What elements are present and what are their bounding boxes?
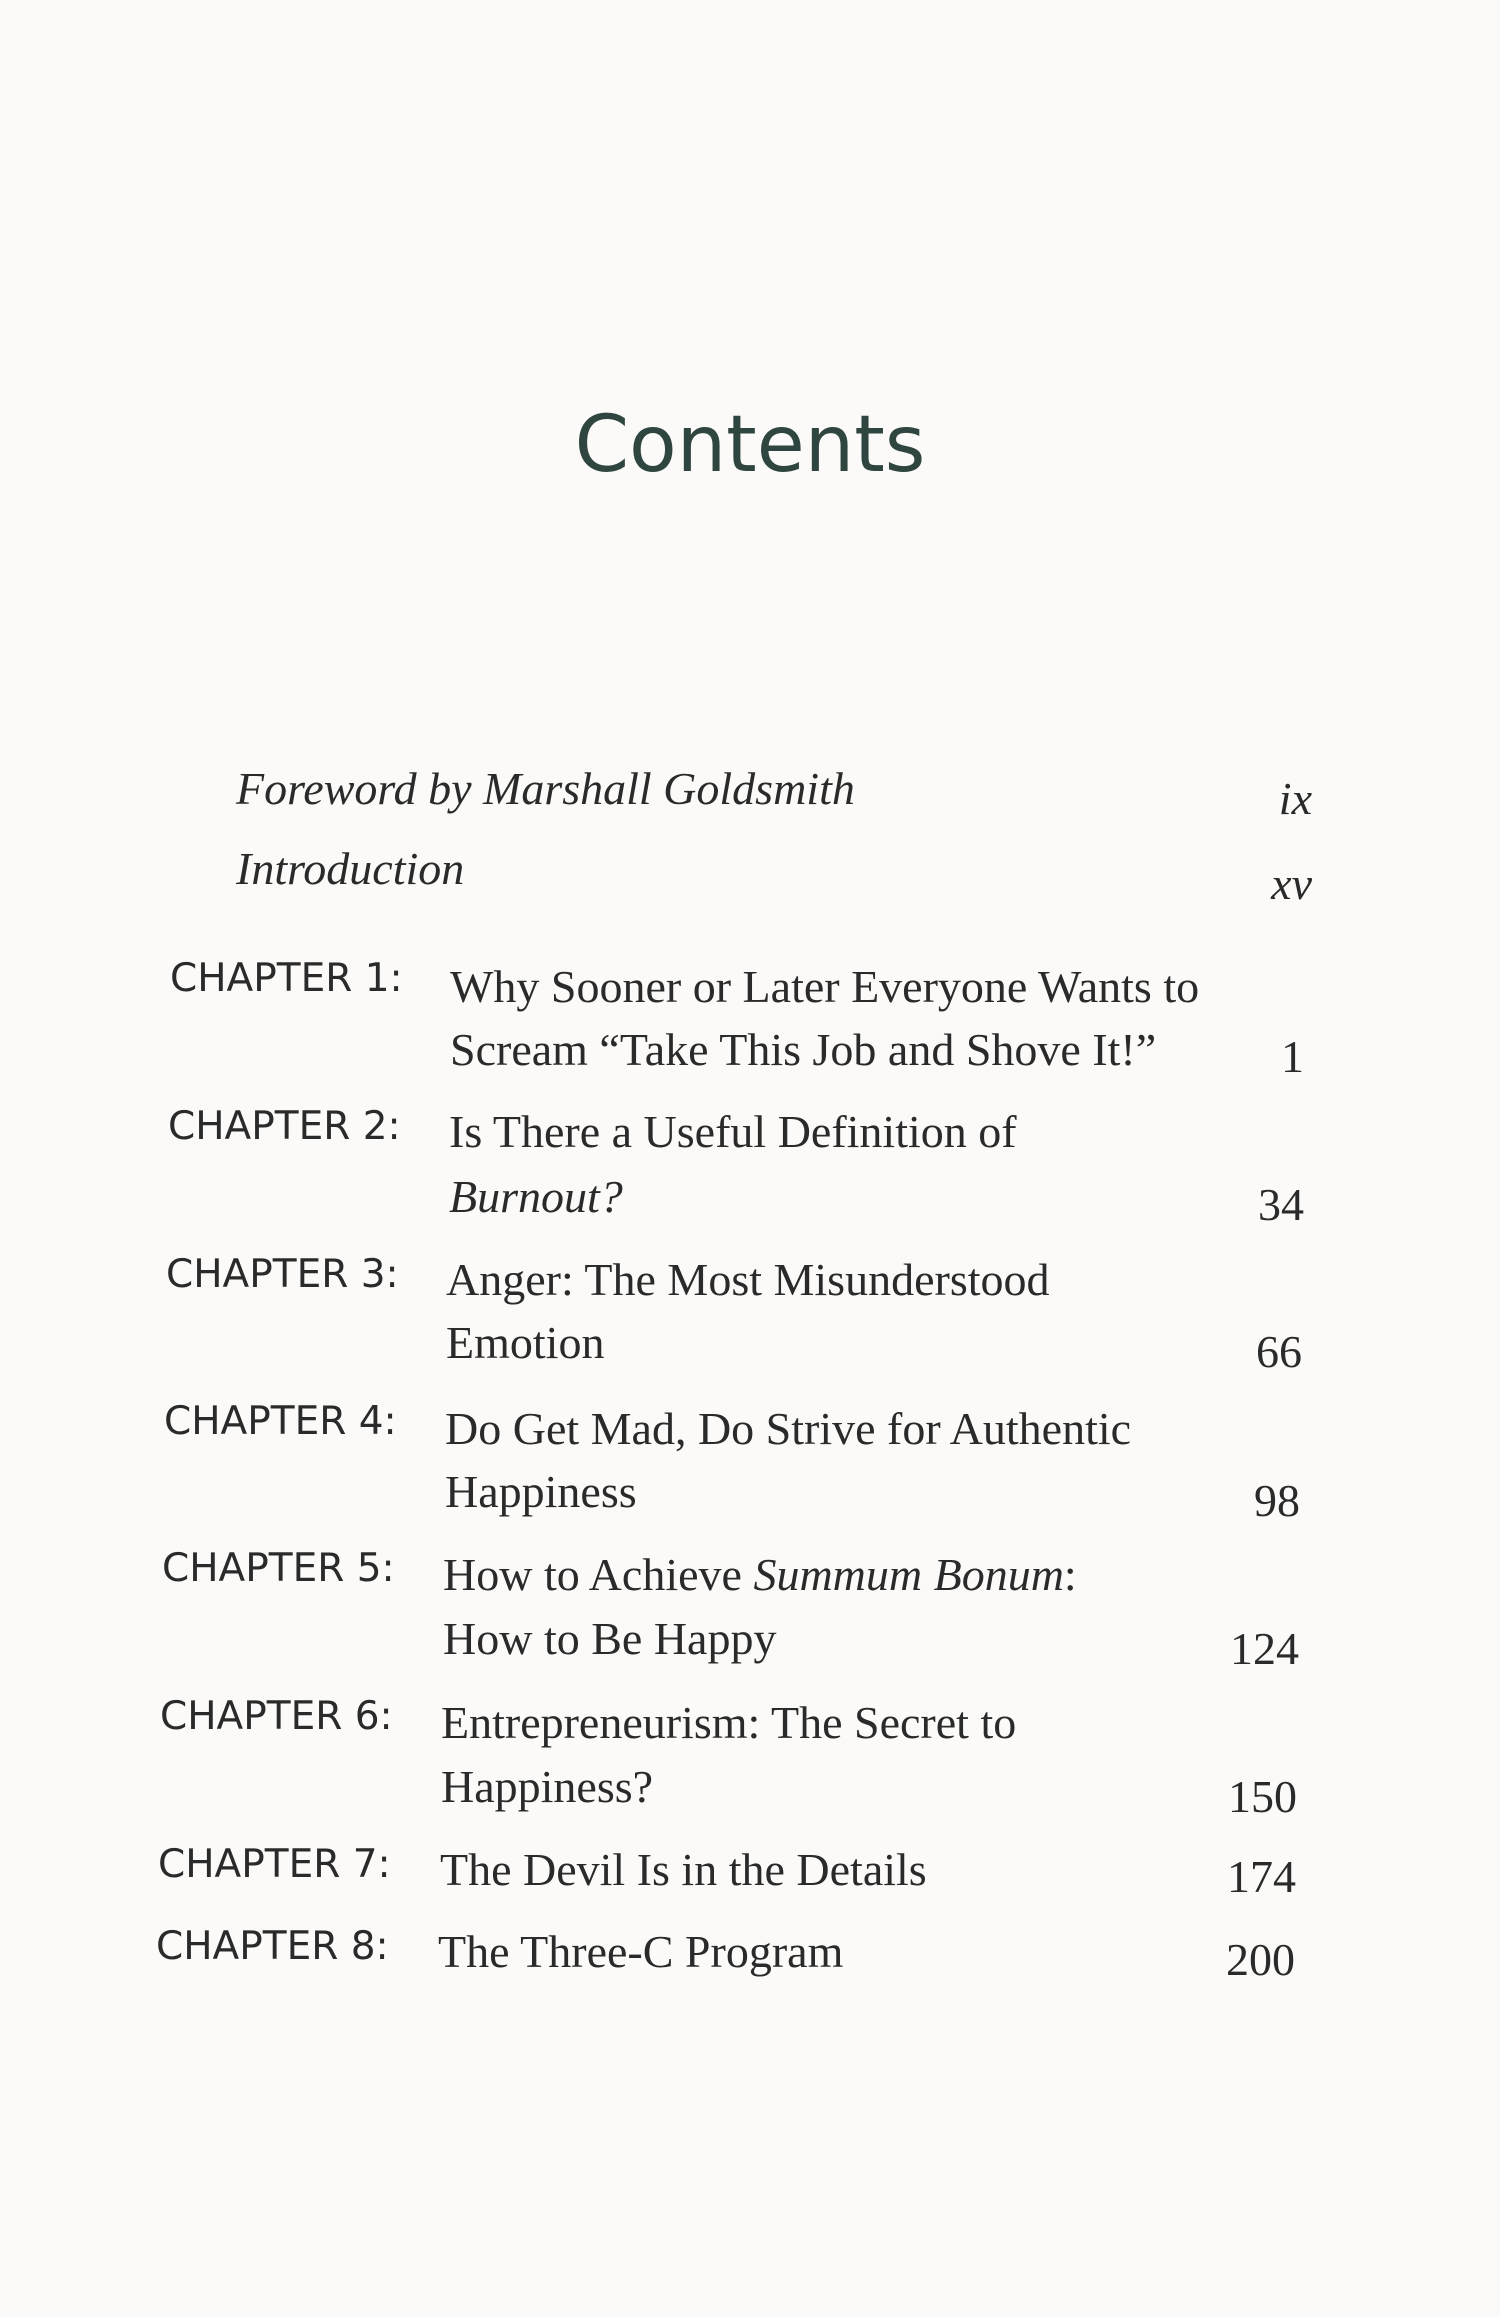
chapter-title-line: Entrepreneurism: The Secret to [441, 1697, 1017, 1748]
chapter-title-line: The Three-C Program [438, 1926, 844, 1977]
introduction-page: xv [1271, 858, 1312, 909]
chapter-title-line: Is There a Useful Definition of [449, 1106, 1017, 1157]
chapter-title-line: Burnout? [449, 1171, 623, 1222]
chapter-title-part: : [1063, 1549, 1077, 1600]
chapter-title-line: Happiness [445, 1466, 637, 1517]
foreword-title: Foreword by Marshall Goldsmith [236, 763, 855, 814]
chapter-label: CHAPTER 3: [166, 1252, 399, 1297]
chapter-page: 34 [1258, 1179, 1304, 1230]
chapter-title-part: How to Achieve [443, 1549, 754, 1600]
chapter-title-line: Why Sooner or Later Everyone Wants to [450, 961, 1200, 1012]
chapter-title-line: The Devil Is in the Details [440, 1844, 927, 1895]
chapter-label: CHAPTER 2: [168, 1104, 401, 1149]
page-title: Contents [574, 400, 926, 490]
chapter-label: CHAPTER 6: [160, 1694, 393, 1739]
chapter-title-line: Scream “Take This Job and Shove It!” [450, 1024, 1157, 1075]
chapter-label: CHAPTER 7: [158, 1842, 391, 1887]
chapter-title-line: Anger: The Most Misunderstood [446, 1254, 1050, 1305]
chapter-title-line: Emotion [446, 1317, 605, 1368]
chapter-label: CHAPTER 5: [162, 1546, 395, 1591]
chapter-page: 150 [1228, 1771, 1297, 1822]
chapter-label: CHAPTER 1: [170, 956, 403, 1001]
foreword-page: ix [1278, 773, 1312, 824]
chapter-page: 66 [1256, 1326, 1302, 1377]
chapter-page: 1 [1281, 1031, 1304, 1082]
chapter-title-line: Happiness? [441, 1761, 654, 1812]
chapter-title-part-italic: Summum Bonum [753, 1549, 1064, 1600]
chapter-label: CHAPTER 8: [156, 1924, 389, 1969]
chapter-title-line [443, 1548, 1077, 1601]
chapter-page: 124 [1230, 1623, 1299, 1674]
chapter-page: 98 [1254, 1475, 1300, 1526]
introduction-title: Introduction [236, 843, 465, 894]
chapter-title-line: Do Get Mad, Do Strive for Authentic [445, 1403, 1132, 1454]
chapter-label: CHAPTER 4: [164, 1399, 397, 1444]
chapter-title-line: How to Be Happy [443, 1613, 777, 1664]
chapter-page: 200 [1226, 1934, 1295, 1985]
chapter-page: 174 [1227, 1851, 1296, 1902]
